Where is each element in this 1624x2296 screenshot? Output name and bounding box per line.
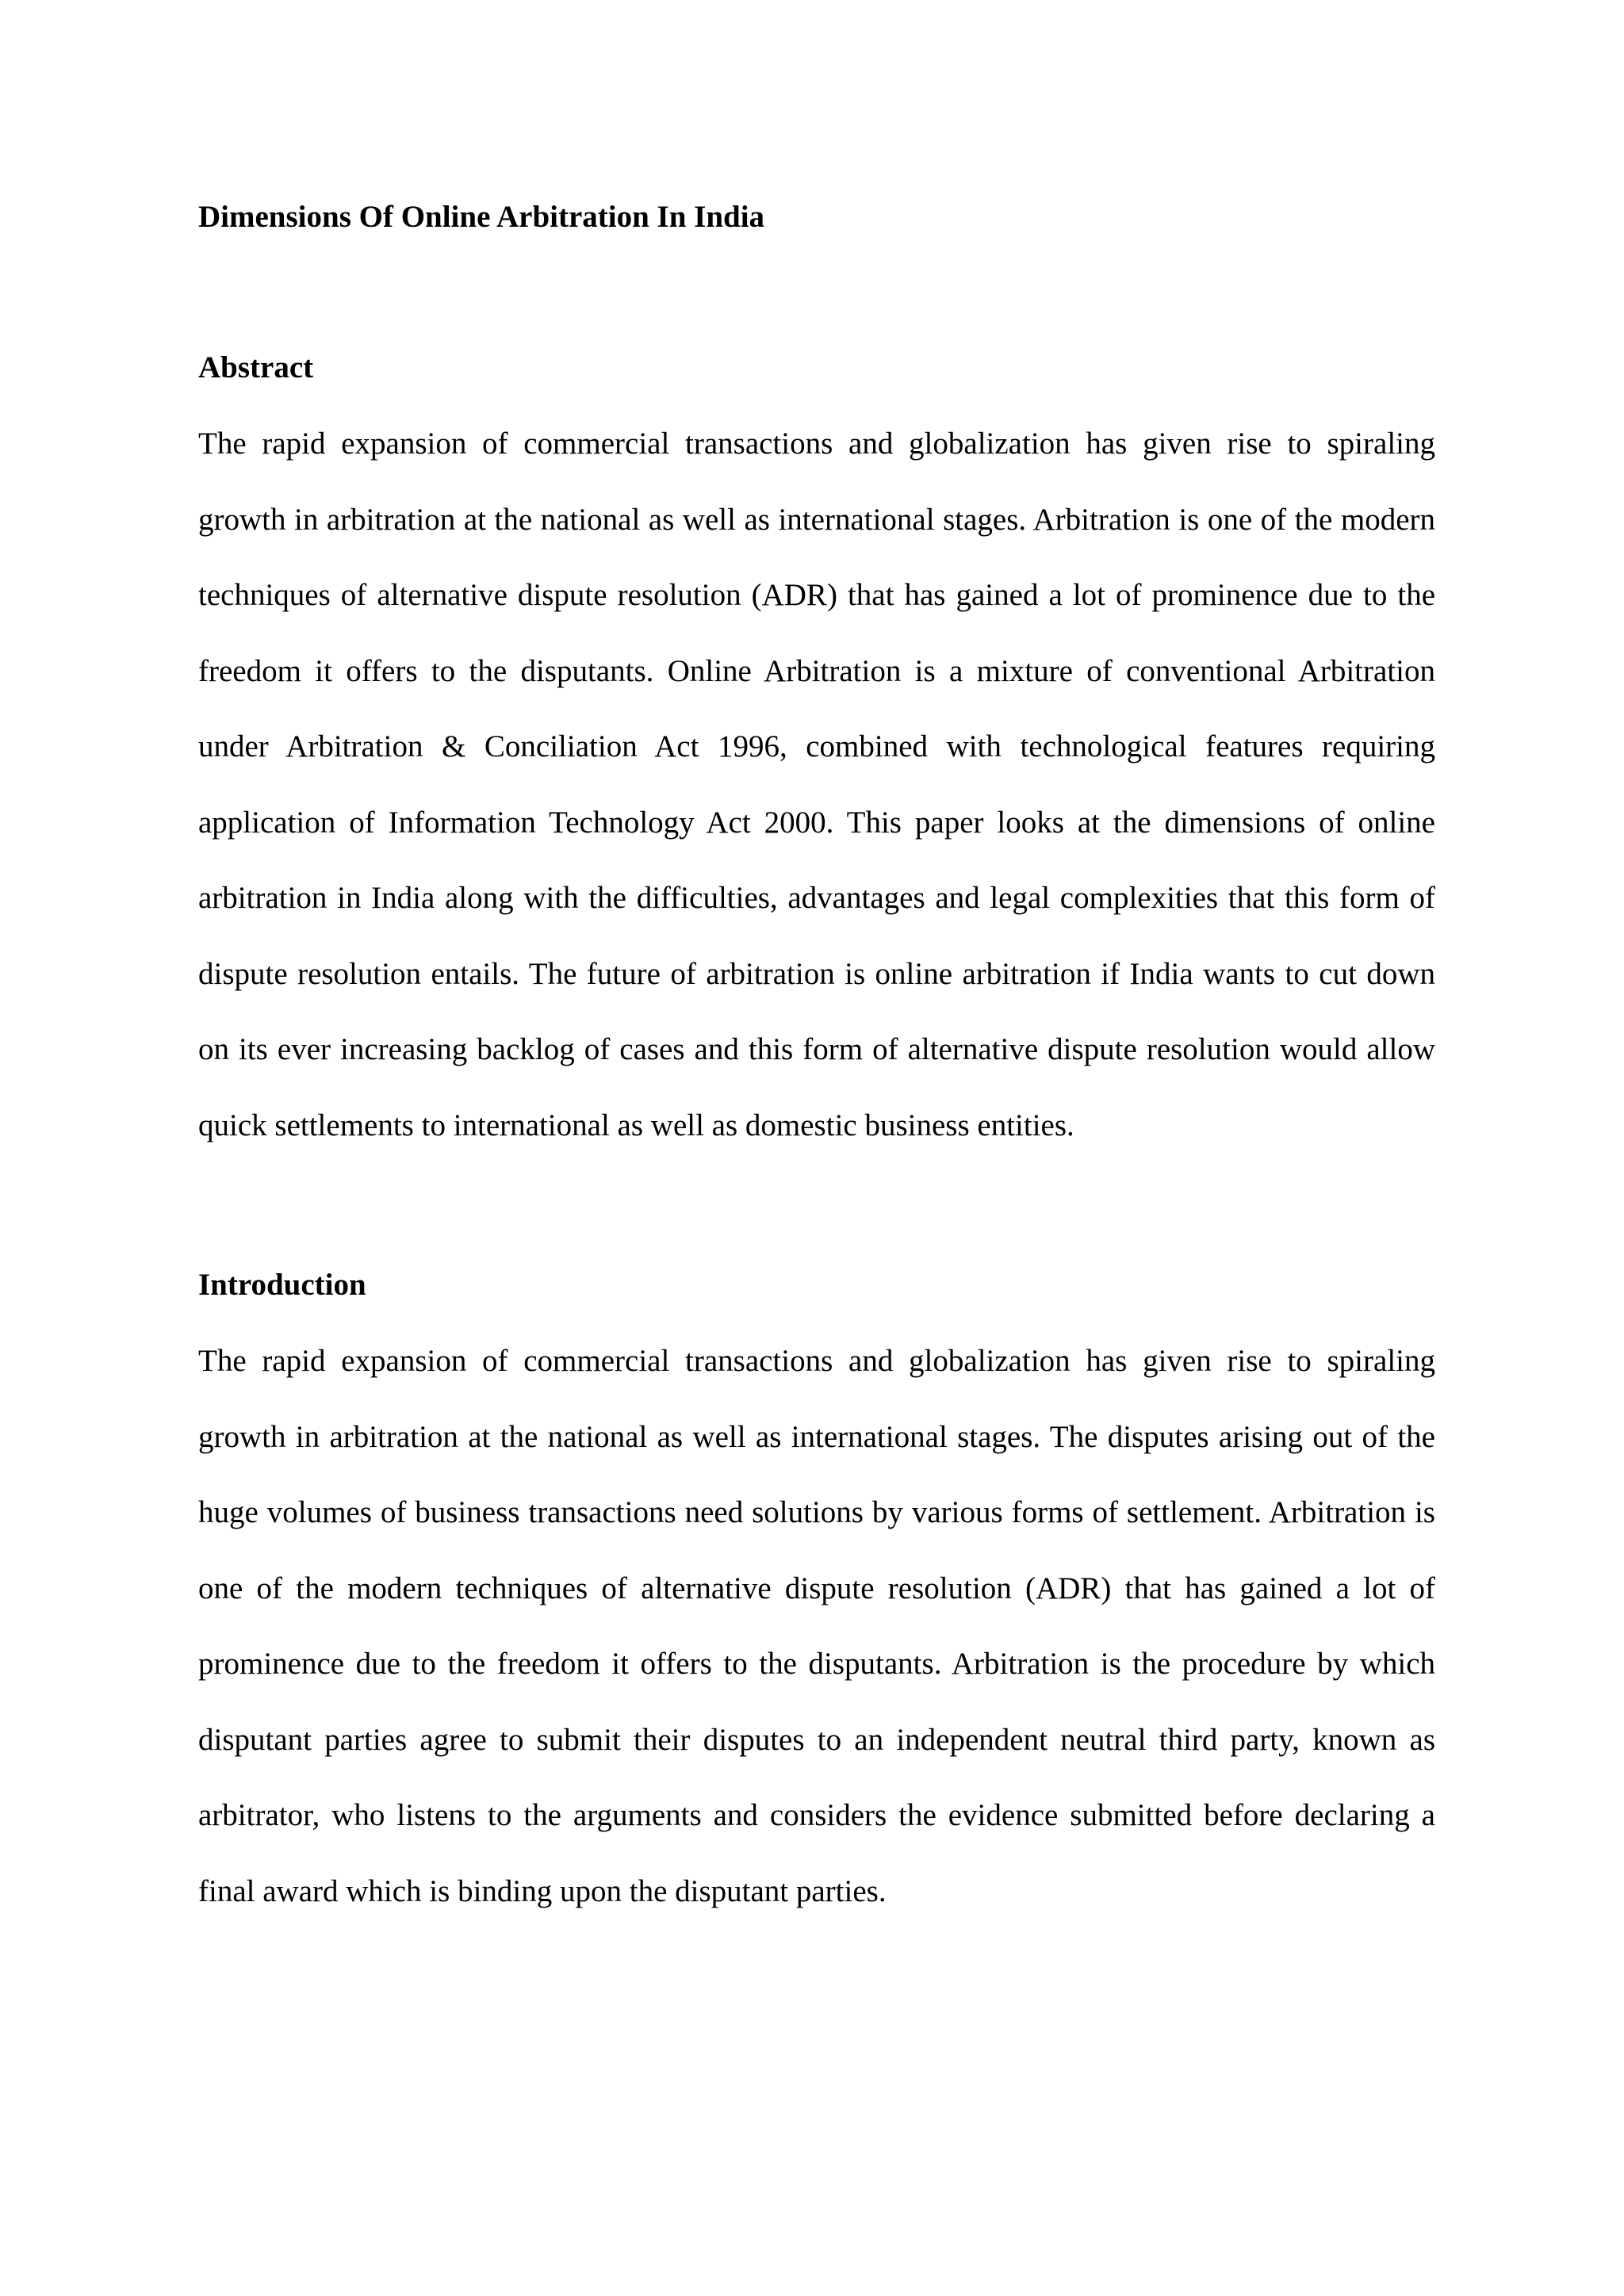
abstract-section — [198, 339, 1435, 1163]
document-content — [198, 189, 1435, 1929]
document-title: Dimensions Of Online Arbitration In India — [198, 200, 765, 234]
abstract-body: The rapid expansion of commercial transactions and globalization has given rise to spiraling growth in arbitration at the national as well as international stages. Arbitration is one of the modern techniques of alternative dispute resolution (ADR) that has gained a lot of prominence due to the freedom it offers to the disputants. Online Arbitration is a mixture of conventional Arbitration under Arbitration & Conciliation Act 1996, combined with technological features requiring application of Information Technology Act 2000. This paper looks at the dimensions of online arbitration in India along with the difficulties, advantages and legal complexities that this form of dispute resolution entails. The future of arbitration is online arbitration if India wants to cut down on its ever increasing backlog of cases and this form of alternative dispute resolution would allow quick settlements to international as well as domestic business entities. — [198, 427, 1435, 1142]
introduction-section — [198, 1257, 1435, 1929]
introduction-heading: Introduction — [198, 1268, 366, 1302]
abstract-heading: Abstract — [198, 350, 314, 385]
introduction-body: The rapid expansion of commercial transactions and globalization has given rise to spiraling growth in arbitration at the national as well as international stages. The disputes arising out of the huge volumes of business transactions need solutions by various forms of settlement. Arbitration is one of the modern techniques of alternative dispute resolution (ADR) that has gained a lot of prominence due to the freedom it offers to the disputants. Arbitration is the procedure by which disputant parties agree to submit their disputes to an independent neutral third party, known as arbitrator, who listens to the arguments and considers the evidence submitted before declaring a final award which is binding upon the disputant parties. — [198, 1344, 1435, 1908]
